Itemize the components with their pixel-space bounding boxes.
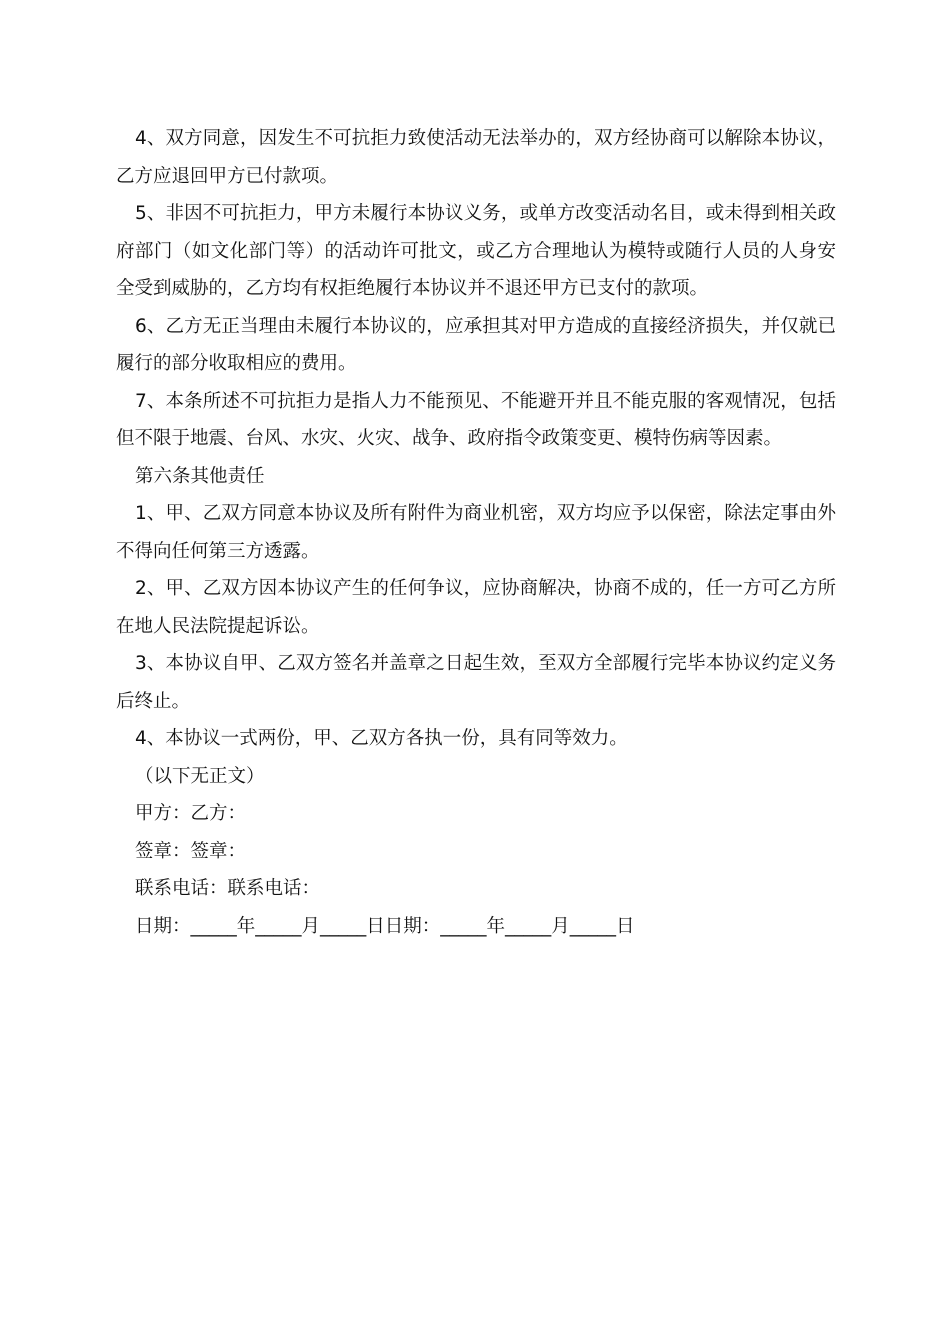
clause-refusal-rights: 5、非因不可抗拒力，甲方未履行本协议义务，或单方改变活动名目，或未得到相关政府部门（如文化部门等）的活动许可批文，或乙方合理地认为模特或随行人员的人身安全受到威胁的，乙方均有权拒绝履行本协议并不退还甲方已支付的款项。 bbox=[116, 203, 836, 299]
section-heading-other-responsibilities: 第六条其他责任 bbox=[135, 465, 265, 487]
date-line: 日期：_____年_____月_____日日期：_____年_____月_____日 bbox=[135, 915, 635, 937]
end-of-text-note: （以下无正文） bbox=[135, 765, 265, 787]
clause-force-majeure-termination: 4、双方同意，因发生不可抗拒力致使活动无法举办的，双方经协商可以解除本协议，乙方应退回甲方已付款项。 bbox=[116, 128, 836, 187]
signature-line: 签章：签章： bbox=[135, 840, 247, 862]
clause-force-majeure-definition: 7、本条所述不可抗拒力是指人力不能预见、不能避开并且不能克服的客观情况，包括但不限于地震、台风、水灾、火灾、战争、政府指令政策变更、模特伤病等因素。 bbox=[116, 390, 836, 449]
clause-confidentiality: 1、甲、乙双方同意本协议及所有附件为商业机密，双方均应予以保密，除法定事由外不得向任何第三方透露。 bbox=[116, 503, 836, 562]
clause-breach-liability: 6、乙方无正当理由未履行本协议的，应承担其对甲方造成的直接经济损失，并仅就已履行的部分收取相应的费用。 bbox=[116, 315, 836, 374]
clause-effective-date: 3、本协议自甲、乙双方签名并盖章之日起生效，至双方全部履行完毕本协议约定义务后终止。 bbox=[116, 653, 836, 712]
parties-line: 甲方：乙方： bbox=[135, 803, 247, 824]
contact-phone-line: 联系电话：联系电话： bbox=[135, 878, 321, 899]
document-body bbox=[116, 120, 836, 945]
clause-dispute-resolution: 2、甲、乙双方因本协议产生的任何争议，应协商解决，协商不成的，任一方可乙方所在地人民法院提起诉讼。 bbox=[116, 578, 836, 637]
clause-copies: 4、本协议一式两份，甲、乙双方各执一份，具有同等效力。 bbox=[135, 728, 628, 749]
